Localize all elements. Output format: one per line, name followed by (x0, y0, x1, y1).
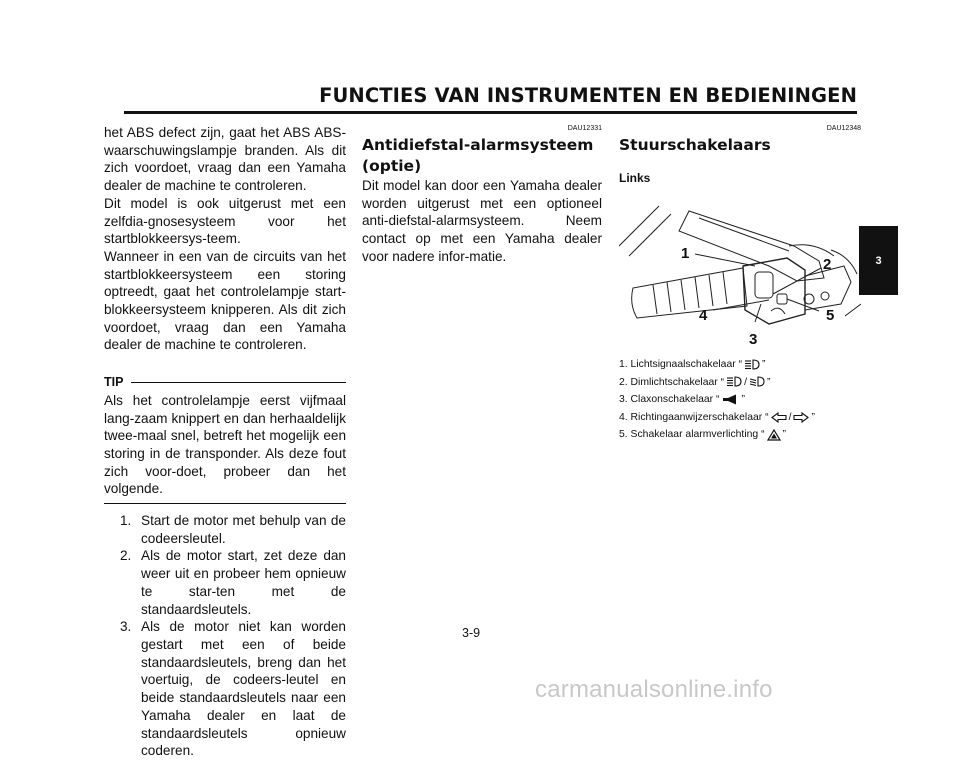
turn-left-icon (771, 412, 787, 423)
legend-item (619, 426, 869, 444)
legend-item (619, 409, 869, 427)
turn-right-icon (793, 412, 809, 423)
callout-3: 3 (749, 331, 758, 348)
hazard-icon (767, 429, 781, 441)
legend-item-1-label: 1. Lichtsignaalschakelaar “ (619, 359, 743, 370)
tip-divider (131, 382, 346, 383)
callout-2: 2 (823, 256, 832, 273)
legend-item-2-label: 2. Dimlichtschakelaar “ (619, 376, 725, 388)
horn-icon (722, 394, 740, 405)
legend-item-5-label: 5. Schakelaar alarmverlichting “ (619, 429, 765, 441)
high-beam-icon (726, 376, 742, 387)
callout-4: 4 (699, 307, 708, 324)
step-number: 1. (120, 513, 132, 529)
low-beam-icon (749, 376, 765, 387)
paragraph-alarm: Dit model kan door een Yamaha dealer worden uitgerust met een optioneel anti-diefstal-alarmsysteem. Neem contact op met een Yamaha dealer voor nadere infor-matie. (362, 178, 602, 264)
legend-slash: / (744, 376, 747, 388)
legend-slash: / (788, 411, 792, 423)
column-middle (362, 124, 602, 266)
tip-heading (104, 374, 346, 392)
legend-quote: ” (811, 411, 815, 423)
section-title-alarm: Antidiefstal-alarmsysteem (optie) (362, 136, 594, 175)
paragraph-abs: het ABS defect zijn, gaat het ABS ABS-waarschuwingslampje branden. Als dit zich voordoet, vraag dan een Yamaha dealer de machine te controleren. (104, 125, 346, 194)
legend-quote: ” (782, 429, 786, 441)
figure-legend (619, 356, 869, 444)
section-title-switches: Stuurschakelaars (619, 136, 771, 154)
header-rule (124, 111, 857, 114)
step-text: Start de motor met behulp van de codeersleutel. (141, 513, 346, 546)
legend-item (619, 391, 869, 409)
step-number: 2. (120, 548, 132, 564)
legend-item-4-label: 4. Richtingaanwijzerschakelaar “ (619, 411, 769, 423)
step-text: Als de motor niet kan worden gestart met een of beide standaardsleutels, breng dan het voertuig, de codeers-leutel en beide standaardsleutels naar een Yamaha dealer en laat de standaardsleutels opnieuw coderen. (141, 619, 346, 759)
tip-end-divider (104, 503, 346, 504)
tip-text: Als het controlelampje eerst vijfmaal lang-zaam knippert en dan herhaaldelijk twee-maal snel, betreft het mogelijk een storing in de transponder. Als deze fout zich voor-doet, probeer dan het volgende. (104, 392, 346, 497)
paragraph-immobilizer: Wanneer in een van de circuits van het startblokkeersysteem een storing optreedt, gaat het controlelampje start-blokkeersysteem knipperen. Als dit zich voordoet, vraag dan een Yamaha dealer de machine te controleren. (104, 248, 346, 353)
callout-1: 1 (681, 245, 690, 262)
paragraph-selfdiag: Dit model is ook uitgerust met een zelfdia-gnosesysteem voor het startblokkeersys-teem. (104, 195, 346, 247)
legend-item-3-label: 3. Claxonschakelaar “ (619, 394, 720, 406)
tip-label: TIP (104, 375, 124, 390)
step-text: Als de motor start, zet deze dan weer uit en probeer hem opnieuw te star-ten met de standaardsleutels. (141, 548, 346, 617)
steps-list (104, 512, 346, 760)
watermark: carmanualsonline.info (535, 676, 773, 703)
step-number: 3. (120, 619, 132, 635)
section-code: DAU12331 (567, 125, 602, 132)
list-item (104, 547, 346, 618)
page-header-title: FUNCTIES VAN INSTRUMENTEN EN BEDIENINGEN (319, 84, 857, 107)
sub-label-left: Links (619, 171, 651, 185)
legend-quote: ” (762, 359, 766, 370)
list-item (104, 618, 346, 760)
handlebar-switches-illustration (619, 186, 861, 351)
high-beam-icon (744, 359, 760, 370)
column-left (104, 124, 346, 760)
legend-quote: ” (766, 376, 771, 388)
legend-quote: ” (741, 394, 745, 406)
chapter-tab[interactable]: 3 (859, 226, 898, 295)
section-code: DAU12348 (826, 125, 861, 132)
page-number: 3-9 (462, 626, 481, 640)
legend-item (619, 356, 869, 374)
column-right (619, 124, 861, 188)
legend-item (619, 374, 869, 392)
list-item (104, 512, 346, 547)
callout-5: 5 (826, 307, 835, 324)
